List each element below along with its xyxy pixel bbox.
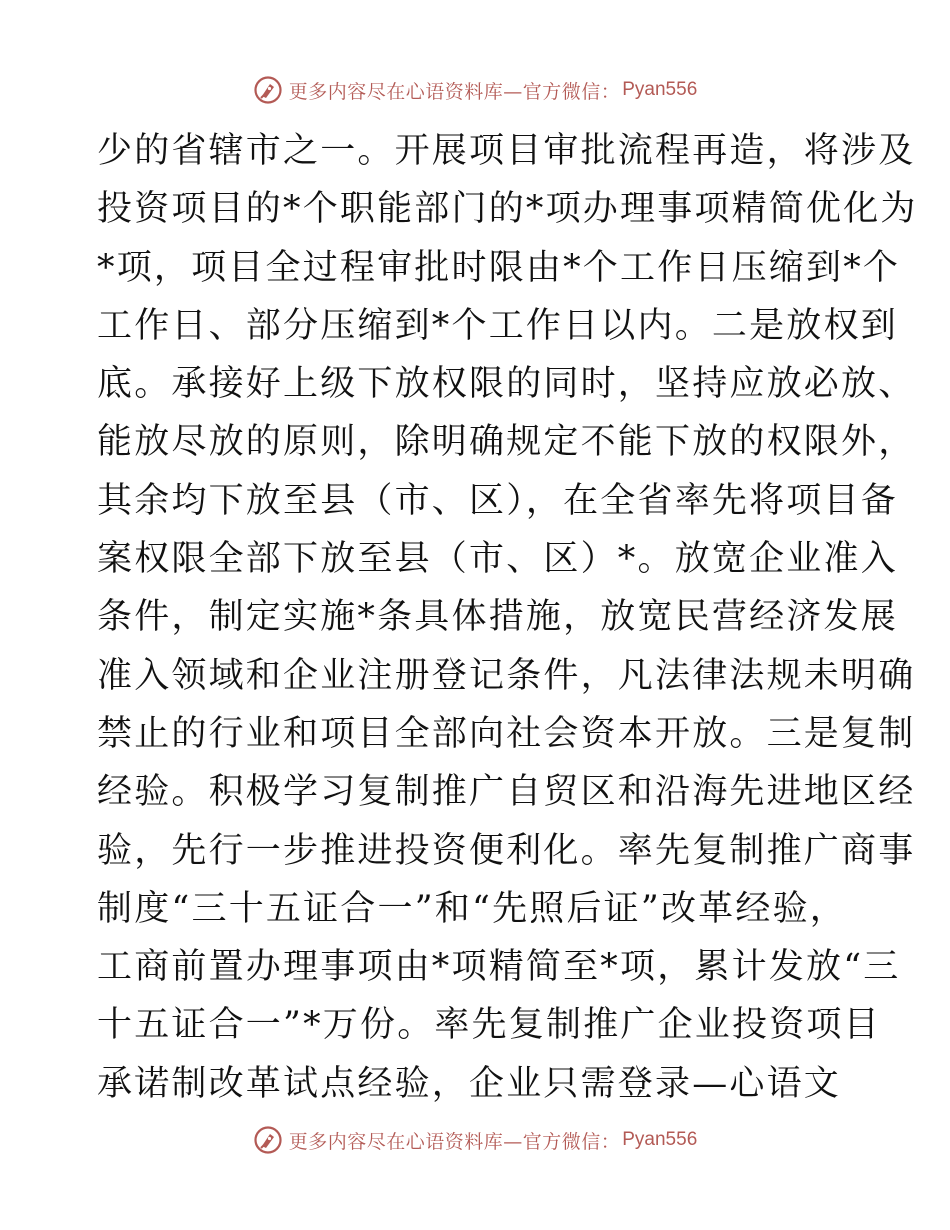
text-line: 案权限全部下放至县（市、区）*。放宽企业准入 bbox=[97, 539, 898, 580]
body-text bbox=[97, 122, 918, 1113]
footer-watermark-id: Pyan556 bbox=[622, 1129, 698, 1150]
header-watermark-text: 更多内容尽在心语资料库—官方微信： bbox=[288, 80, 621, 103]
header-watermark bbox=[0, 72, 950, 108]
footer-watermark bbox=[0, 1122, 950, 1158]
text-line: 工作日、部分压缩到*个工作日以内。二是放权到 bbox=[97, 305, 898, 346]
text-line: 工商前置办理事项由*项精简至*项，累计发放“三 bbox=[97, 947, 901, 988]
text-line: 准入领域和企业注册登记条件，凡法律法规未明确 bbox=[97, 655, 916, 696]
footer-watermark-text: 更多内容尽在心语资料库—官方微信： bbox=[288, 1130, 621, 1153]
text-line: 十五证合一”*万份。率先复制推广企业投资项目 bbox=[97, 1005, 881, 1046]
text-line: 能放尽放的原则，除明确规定不能下放的权限外， bbox=[97, 422, 916, 463]
text-line: 承诺制改革试点经验，企业只需登录—心语文 bbox=[97, 1063, 842, 1104]
pen-nib-circle-icon bbox=[253, 75, 283, 105]
text-line: 少的省辖市之一。开展项目审批流程再造，将涉及 bbox=[97, 131, 916, 171]
text-line: 条件，制定实施*条具体措施，放宽民营经济发展 bbox=[97, 597, 898, 638]
text-line: 底。承接好上级下放权限的同时，坚持应放必放、 bbox=[97, 364, 916, 405]
text-line: *项，项目全过程审批时限由*个工作日压缩到*个 bbox=[97, 247, 901, 288]
header-watermark-id: Pyan556 bbox=[622, 79, 698, 100]
text-line: 禁止的行业和项目全部向社会资本开放。三是复制 bbox=[97, 713, 916, 754]
text-line: 其余均下放至县（市、区），在全省率先将项目备 bbox=[97, 480, 898, 521]
text-line: 验，先行一步推进投资便利化。率先复制推广商事 bbox=[97, 830, 916, 871]
text-line: 制度“三十五证合一”和“先照后证”改革经验， bbox=[97, 888, 847, 929]
text-line: 经验。积极学习复制推广自贸区和沿海先进地区经 bbox=[97, 772, 916, 813]
pen-nib-circle-icon bbox=[253, 1125, 283, 1155]
text-line: 投资项目的*个职能部门的*项办理事项精简优化为 bbox=[97, 189, 918, 230]
